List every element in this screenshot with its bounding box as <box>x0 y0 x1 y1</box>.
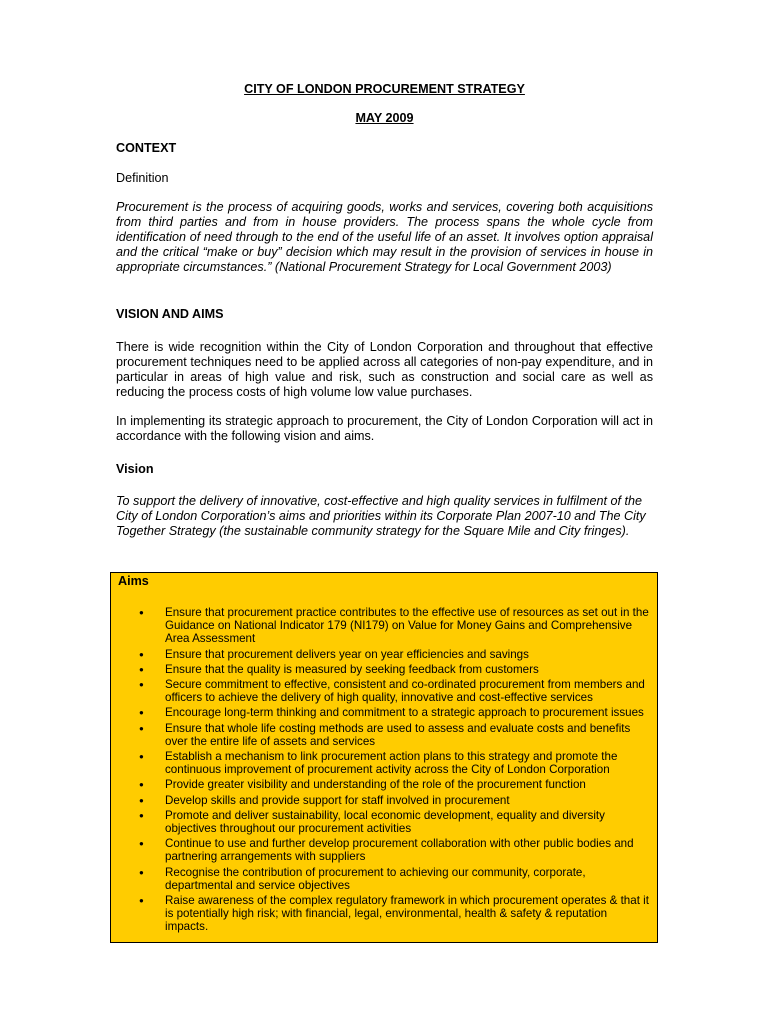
aims-list-item: ● Ensure that procurement delivers year on year efficiencies and savings <box>111 648 657 661</box>
document-date: MAY 2009 <box>355 111 414 125</box>
aims-box <box>110 572 658 943</box>
document-title: CITY OF LONDON PROCUREMENT STRATEGY <box>244 82 525 96</box>
aims-list-item: ● Recognise the contribution of procurement to achieving our community, corporate, departmental and service objectives <box>111 866 657 892</box>
aims-list-item: ● Raise awareness of the complex regulatory framework in which procurement operates & that it is potentially high risk; with financial, legal, environmental, health & safety & reputation impacts. <box>111 894 657 934</box>
aims-list-item: ● Ensure that procurement practice contributes to the effective use of resources as set out in the Guidance on National Indicator 179 (NI179) on Value for Money Gains and Comprehensive Area Assessment <box>111 606 657 646</box>
aims-list-item: ● Ensure that whole life costing methods are used to assess and evaluate costs and benefits over the entire life of assets and services <box>111 722 657 748</box>
vision-aims-heading: VISION AND AIMS <box>116 307 224 321</box>
aims-list-item: ● Develop skills and provide support for staff involved in procurement <box>111 794 657 807</box>
aims-list-item: ● Encourage long-term thinking and commitment to a strategic approach to procurement issues <box>111 706 657 719</box>
aims-list-item: ● Ensure that the quality is measured by seeking feedback from customers <box>111 663 657 676</box>
aims-list-item: ● Continue to use and further develop procurement collaboration with other public bodies and partnering arrangements with suppliers <box>111 837 657 863</box>
vision-aims-paragraph-1: There is wide recognition within the City of London Corporation and throughout that effective procurement techniques need to be applied across all categories of non-pay expenditure, and in particular in areas of high value and risk, such as construction and social care as well as reducing the process costs of high volume low value purchases. <box>116 340 653 399</box>
definition-paragraph: Procurement is the process of acquiring goods, works and services, covering both acquisitions from third parties and from in house providers. The process spans the whole cycle from identification of need through to the end of the useful life of an asset. It involves option appraisal and the critical “make or buy” decision which may result in the provision of services in house in appropriate circumstances.” (National Procurement Strategy for Local Government 2003) <box>116 200 653 274</box>
aims-list-item: ● Secure commitment to effective, consistent and co-ordinated procurement from members and officers to achieve the delivery of high quality, innovative and cost-effective services <box>111 678 657 704</box>
vision-paragraph: To support the delivery of innovative, cost-effective and high quality services in fulfilment of the City of London Corporation’s aims and priorities within its Corporate Plan 2007-10 and The City Together Strategy (the sustainable community strategy for the Square Mile and City fringes). <box>116 494 646 538</box>
context-heading: CONTEXT <box>116 141 177 155</box>
definition-subheading: Definition <box>116 171 169 185</box>
aims-list-item: ● Establish a mechanism to link procurement action plans to this strategy and promote the continuous improvement of procurement activity across the City of London Corporation <box>111 750 657 776</box>
aims-heading: Aims <box>118 574 149 588</box>
vision-heading: Vision <box>116 462 154 476</box>
aims-list-item: ● Promote and deliver sustainability, local economic development, equality and diversity objectives throughout our procurement activities <box>111 809 657 835</box>
vision-aims-paragraph-2: In implementing its strategic approach to procurement, the City of London Corporation will act in accordance with the following vision and aims. <box>116 414 653 443</box>
aims-list-item: ● Provide greater visibility and understanding of the role of the procurement function <box>111 778 657 791</box>
aims-list <box>111 606 657 936</box>
